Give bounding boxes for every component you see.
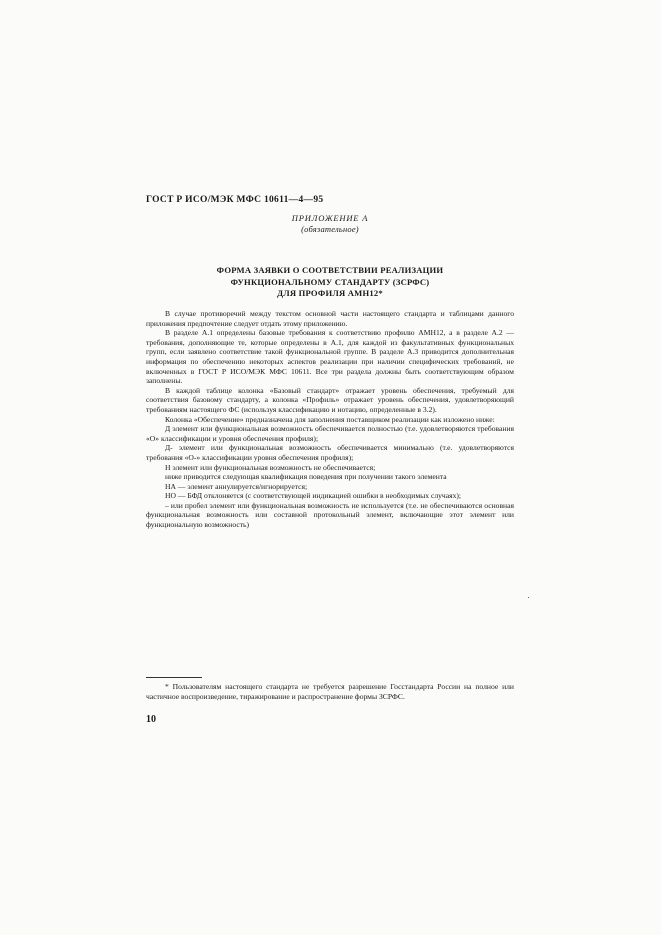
paragraph-code-full: Д элемент или функциональная возможность обеспечивается полностью (т.е. удовлетворяются требования «О» классификации и уровня обеспечения профиля);	[146, 424, 514, 443]
paragraph-sections: В разделе А.1 определены базовые требования к соответствию профилю АМН12, а в разделе А.2 — требования, дополняющие те, которые определены в А.1, для каждой из факультативных функциональных групп, если заявлено соответствие такой функциональной группе. В разделе А.3 приводится дополнительная информация по обеспечению некоторых аспектов реализации при наличии специфических требований, не включенных в ГОСТ Р ИСО/МЭК МФС 10611. Все три раздела должны быть соответствующим образом заполнены.	[146, 328, 514, 386]
paragraph-precedence: В случае противоречий между текстом основной части настоящего стандарта и таблицами данного приложения предпочтение следует отдать этому приложению.	[146, 309, 514, 328]
paragraph-code-rejected: НО — БФД отклоняется (с соответствующей индикацией ошибки в необходимых случаях);	[165, 491, 462, 501]
paragraph-code-minimal: Д- элемент или функциональная возможность обеспечивается минимально (т.е. удовлетворяются требования «О-» классификации уровня обеспечения профиля);	[146, 443, 514, 462]
footnote-text: * Пользователям настоящего стандарта не требуется разрешение Госстандарта России на полное или частичное воспроизведение, тиражирование и распространение формы ЗСРФС.	[146, 682, 514, 701]
appendix-subtitle: (обязательное)	[301, 224, 359, 234]
heading-line-3: ДЛЯ ПРОФИЛЯ АМН12*	[277, 288, 383, 298]
heading-line-1: ФОРМА ЗАЯВКИ О СООТВЕТСТВИИ РЕАЛИЗАЦИИ	[216, 265, 444, 275]
page-number: 10	[146, 714, 156, 725]
paragraph-code-not-used: – или пробел элемент или функциональная возможность не используется (т.е. не обеспечиваются основная функциональная возможность или составной протокольный элемент, включающие этот элемент или функциональную возможность)	[146, 500, 514, 530]
appendix-title: ПРИЛОЖЕНИЕ А	[291, 213, 369, 223]
footnote	[146, 682, 514, 702]
document-code: ГОСТ Р ИСО/МЭК МФС 10611—4—95	[146, 195, 324, 205]
appendix-block	[250, 213, 410, 235]
paragraph-support-column: Колонка «Обеспечение» предназначена для заполнения поставщиком реализации как изложено ниже:	[165, 414, 495, 424]
body-text	[146, 309, 514, 530]
paragraph-columns: В каждой таблице колонка «Базовый стандарт» отражает уровень обеспечения, требуемый для соответствия базовому стандарту, а колонка «Профиль» отражает уровень обеспечения, удовлетворяющий требованиям настоящего ФС (используя классификацию и нотацию, определенные в 3.2).	[146, 385, 514, 414]
heading-line-2: ФУНКЦИОНАЛЬНОМУ СТАНДАРТУ (ЗСРФС)	[230, 276, 430, 287]
footnote-divider	[146, 677, 202, 678]
form-heading	[170, 265, 490, 300]
paragraph-code-ignored: НА — элемент аннулируется/игнорируется;	[165, 481, 308, 491]
paragraph-qualification: ниже приводится следующая квалификация поведения при получении такого элемента	[165, 472, 447, 482]
scan-speck	[528, 597, 529, 598]
paragraph-code-not-supported: Н элемент или функциональная возможность не обеспечивается;	[165, 462, 376, 472]
